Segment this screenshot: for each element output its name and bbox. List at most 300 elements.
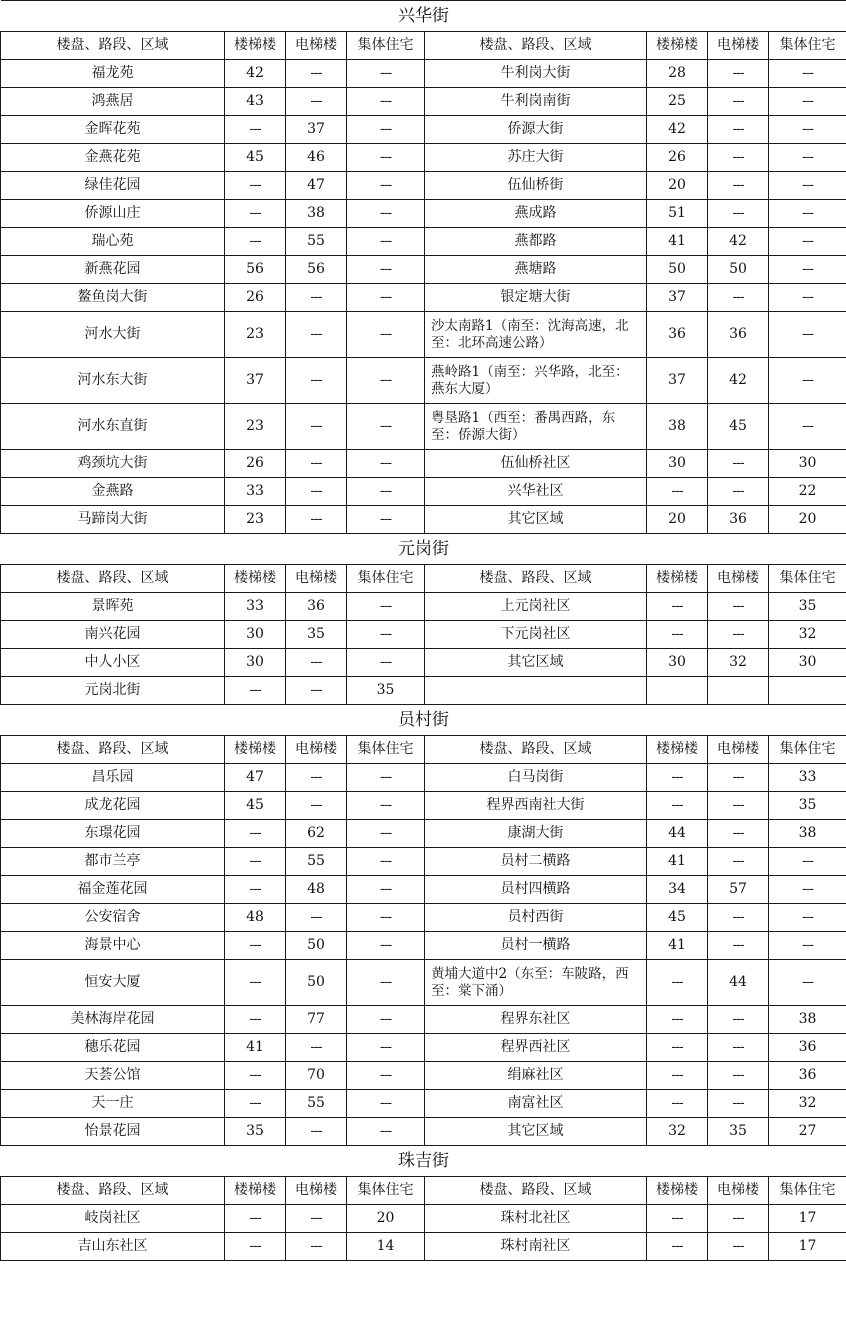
- rent-value-cell: 38: [769, 1006, 846, 1034]
- rent-value-cell: 42: [708, 228, 769, 256]
- rent-value-cell: ---: [347, 450, 425, 478]
- rent-value-cell: ---: [225, 820, 286, 848]
- rent-value-cell: 32: [647, 1118, 708, 1146]
- rent-value-cell: ---: [225, 848, 286, 876]
- column-header: 电梯楼: [286, 565, 347, 593]
- rent-value-cell: 36: [769, 1034, 846, 1062]
- column-header: 集体住宅: [769, 1177, 846, 1205]
- area-name-cell: 成龙花园: [1, 792, 225, 820]
- area-name-cell: 鸿燕居: [1, 88, 225, 116]
- section-title-row: [1, 1146, 846, 1177]
- rent-value-cell: 56: [286, 256, 347, 284]
- area-name-cell: 都市兰亭: [1, 848, 225, 876]
- column-header: 楼盘、路段、区域: [1, 565, 225, 593]
- section-title: 元岗街: [1, 534, 846, 565]
- rent-value-cell: ---: [347, 792, 425, 820]
- rent-value-cell: 35: [347, 677, 425, 705]
- rent-value-cell: 36: [769, 1062, 846, 1090]
- column-header: 电梯楼: [286, 1177, 347, 1205]
- area-name-cell: 河水东直街: [1, 404, 225, 450]
- section-title-row: [1, 1, 846, 32]
- column-header: 集体住宅: [347, 32, 425, 60]
- rent-value-cell: 45: [225, 792, 286, 820]
- rent-value-cell: ---: [647, 792, 708, 820]
- table-row: [1, 621, 846, 649]
- rent-value-cell: ---: [347, 358, 425, 404]
- rent-value-cell: 25: [647, 88, 708, 116]
- rent-value-cell: 23: [225, 506, 286, 534]
- area-name-cell: 新燕花园: [1, 256, 225, 284]
- area-name-cell: 珠村南社区: [425, 1233, 647, 1261]
- rent-value-cell: ---: [286, 312, 347, 358]
- area-name-cell: 景晖苑: [1, 593, 225, 621]
- rent-value-cell: ---: [769, 848, 846, 876]
- column-header: 集体住宅: [347, 565, 425, 593]
- area-name-cell: 马蹄岗大街: [1, 506, 225, 534]
- area-name-cell: 恒安大厦: [1, 960, 225, 1006]
- rent-value-cell: ---: [647, 1205, 708, 1233]
- table-row: [1, 1034, 846, 1062]
- rent-value-cell: ---: [647, 478, 708, 506]
- rent-value-cell: ---: [708, 172, 769, 200]
- rent-value-cell: ---: [647, 593, 708, 621]
- rent-value-cell: 37: [647, 358, 708, 404]
- rent-value-cell: ---: [286, 506, 347, 534]
- area-name-cell: 兴华社区: [425, 478, 647, 506]
- area-name-cell: 牛利岗南街: [425, 88, 647, 116]
- rent-value-cell: 26: [647, 144, 708, 172]
- rent-value-cell: 35: [225, 1118, 286, 1146]
- rent-value-cell: ---: [347, 932, 425, 960]
- table-row: [1, 904, 846, 932]
- rent-value-cell: ---: [225, 960, 286, 1006]
- area-name-cell: 牛利岗大街: [425, 60, 647, 88]
- rent-value-cell: ---: [347, 404, 425, 450]
- rent-value-cell: 42: [647, 116, 708, 144]
- header-row: [1, 1177, 846, 1205]
- area-name-cell: 侨源山庄: [1, 200, 225, 228]
- rent-value-cell: ---: [708, 593, 769, 621]
- rent-value-cell: 50: [286, 960, 347, 1006]
- table-row: [1, 848, 846, 876]
- rent-value-cell: ---: [347, 88, 425, 116]
- rent-value-cell: ---: [769, 228, 846, 256]
- rent-value-cell: 38: [647, 404, 708, 450]
- area-name-cell: 中人小区: [1, 649, 225, 677]
- rent-value-cell: ---: [769, 172, 846, 200]
- table-row: [1, 144, 846, 172]
- area-name-cell: 伍仙桥社区: [425, 450, 647, 478]
- rent-value-cell: ---: [286, 284, 347, 312]
- rent-value-cell: 50: [708, 256, 769, 284]
- column-header: 集体住宅: [347, 736, 425, 764]
- area-name-cell: 穗乐花园: [1, 1034, 225, 1062]
- rent-value-cell: ---: [769, 960, 846, 1006]
- rent-value-cell: ---: [225, 200, 286, 228]
- table-row: [1, 649, 846, 677]
- rent-value-cell: ---: [708, 1006, 769, 1034]
- rent-value-cell: ---: [708, 1205, 769, 1233]
- rent-value-cell: 37: [647, 284, 708, 312]
- column-header: 楼梯楼: [647, 32, 708, 60]
- rent-value-cell: 62: [286, 820, 347, 848]
- column-header: 楼梯楼: [647, 736, 708, 764]
- column-header: 电梯楼: [708, 1177, 769, 1205]
- area-name-cell: 侨源大街: [425, 116, 647, 144]
- rent-value-cell: ---: [769, 60, 846, 88]
- rent-value-cell: 32: [708, 649, 769, 677]
- rent-value-cell: ---: [647, 960, 708, 1006]
- area-name-cell: 燕岭路1（南至：兴华路，北至：燕东大厦）: [425, 358, 647, 404]
- rent-value-cell: ---: [708, 848, 769, 876]
- table-body: [1, 1, 846, 1261]
- rent-value-cell: ---: [347, 904, 425, 932]
- rent-value-cell: ---: [347, 960, 425, 1006]
- table-row: [1, 172, 846, 200]
- rent-value-cell: 33: [225, 478, 286, 506]
- rent-value-cell: ---: [647, 1233, 708, 1261]
- column-header: 楼梯楼: [225, 32, 286, 60]
- rent-value-cell: 35: [769, 593, 846, 621]
- rent-value-cell: ---: [347, 60, 425, 88]
- area-name-cell: 员村二横路: [425, 848, 647, 876]
- rent-value-cell: ---: [286, 792, 347, 820]
- rent-value-cell: 57: [708, 876, 769, 904]
- rent-value-cell: 38: [769, 820, 846, 848]
- rent-value-cell: 41: [647, 932, 708, 960]
- rent-value-cell: ---: [769, 144, 846, 172]
- column-header: 电梯楼: [708, 565, 769, 593]
- area-name-cell: 福龙苑: [1, 60, 225, 88]
- rent-value-cell: 36: [708, 506, 769, 534]
- rent-value-cell: 30: [225, 649, 286, 677]
- table-row: [1, 1006, 846, 1034]
- area-name-cell: 银定塘大街: [425, 284, 647, 312]
- header-row: [1, 736, 846, 764]
- rent-value-cell: ---: [708, 1034, 769, 1062]
- table-row: [1, 932, 846, 960]
- rent-value-cell: 22: [769, 478, 846, 506]
- rent-value-cell: 14: [347, 1233, 425, 1261]
- rent-value-cell: ---: [347, 1062, 425, 1090]
- rent-value-cell: ---: [708, 621, 769, 649]
- rent-value-cell: ---: [347, 200, 425, 228]
- rent-value-cell: ---: [347, 478, 425, 506]
- rent-value-cell: 42: [708, 358, 769, 404]
- rent-value-cell: ---: [769, 256, 846, 284]
- rent-value-cell: ---: [769, 404, 846, 450]
- table-row: [1, 60, 846, 88]
- rent-value-cell: ---: [647, 1090, 708, 1118]
- rent-value-cell: 77: [286, 1006, 347, 1034]
- column-header: 电梯楼: [286, 32, 347, 60]
- rent-value-cell: ---: [708, 200, 769, 228]
- rent-value-cell: ---: [286, 60, 347, 88]
- rent-value-cell: 36: [286, 593, 347, 621]
- table-row: [1, 478, 846, 506]
- area-name-cell: 鸡颈坑大街: [1, 450, 225, 478]
- rent-value-cell: 48: [286, 876, 347, 904]
- area-name-cell: 南兴花园: [1, 621, 225, 649]
- rent-value-cell: 23: [225, 404, 286, 450]
- rent-value-cell: ---: [286, 764, 347, 792]
- area-name-cell: 下元岗社区: [425, 621, 647, 649]
- area-name-cell: 绢麻社区: [425, 1062, 647, 1090]
- rent-value-cell: 23: [225, 312, 286, 358]
- rent-value-cell: 43: [225, 88, 286, 116]
- table-row: [1, 88, 846, 116]
- rent-value-cell: ---: [286, 904, 347, 932]
- rent-value-cell: ---: [286, 649, 347, 677]
- rent-value-cell: ---: [347, 621, 425, 649]
- rent-value-cell: ---: [647, 764, 708, 792]
- area-name-cell: 金燕路: [1, 478, 225, 506]
- rent-value-cell: ---: [347, 848, 425, 876]
- rent-value-cell: ---: [708, 792, 769, 820]
- rent-value-cell: ---: [769, 200, 846, 228]
- column-header: 电梯楼: [708, 32, 769, 60]
- section-title-row: [1, 534, 846, 565]
- rent-value-cell: 33: [225, 593, 286, 621]
- rent-value-cell: 30: [647, 649, 708, 677]
- rent-value-cell: ---: [347, 649, 425, 677]
- rent-value-cell: ---: [769, 284, 846, 312]
- area-name-cell: 公安宿舍: [1, 904, 225, 932]
- rent-value-cell: ---: [708, 88, 769, 116]
- column-header: 楼梯楼: [225, 565, 286, 593]
- area-name-cell: 昌乐园: [1, 764, 225, 792]
- rent-value-cell: ---: [225, 228, 286, 256]
- area-name-cell: 天一庄: [1, 1090, 225, 1118]
- area-name-cell: 海景中心: [1, 932, 225, 960]
- rent-value-cell: ---: [286, 478, 347, 506]
- area-name-cell: 程界西南社大街: [425, 792, 647, 820]
- rent-value-cell: 36: [647, 312, 708, 358]
- rent-value-cell: 37: [286, 116, 347, 144]
- rent-value-cell: ---: [708, 820, 769, 848]
- column-header: 电梯楼: [708, 736, 769, 764]
- rent-value-cell: ---: [647, 1062, 708, 1090]
- rent-value-cell: ---: [225, 677, 286, 705]
- table-row: [1, 284, 846, 312]
- rent-value-cell: 30: [769, 649, 846, 677]
- area-name-cell: 绿佳花园: [1, 172, 225, 200]
- table-row: [1, 820, 846, 848]
- area-name-cell: 河水大街: [1, 312, 225, 358]
- rent-value-cell: ---: [647, 1034, 708, 1062]
- rent-value-cell: ---: [347, 256, 425, 284]
- rent-value-cell: 38: [286, 200, 347, 228]
- rent-value-cell: ---: [286, 358, 347, 404]
- rent-value-cell: 17: [769, 1233, 846, 1261]
- rent-value-cell: ---: [708, 1233, 769, 1261]
- column-header: 楼盘、路段、区域: [425, 32, 647, 60]
- area-name-cell: 怡景花园: [1, 1118, 225, 1146]
- rent-value-cell: ---: [769, 876, 846, 904]
- rent-value-cell: 20: [647, 172, 708, 200]
- table-row: [1, 358, 846, 404]
- area-name-cell: 白马岗街: [425, 764, 647, 792]
- column-header: 楼盘、路段、区域: [425, 1177, 647, 1205]
- table-row: [1, 1062, 846, 1090]
- rent-value-cell: 37: [225, 358, 286, 404]
- rent-value-cell: 26: [225, 284, 286, 312]
- rent-value-cell: ---: [708, 60, 769, 88]
- table-row: [1, 116, 846, 144]
- area-name-cell: 苏庄大街: [425, 144, 647, 172]
- column-header: 集体住宅: [769, 32, 846, 60]
- area-name-cell: 河水东大街: [1, 358, 225, 404]
- rent-value-cell: ---: [347, 312, 425, 358]
- area-name-cell: 金燕花苑: [1, 144, 225, 172]
- rent-value-cell: ---: [347, 593, 425, 621]
- rent-value-cell: 44: [708, 960, 769, 1006]
- rent-value-cell: 45: [647, 904, 708, 932]
- rent-value-cell: ---: [708, 284, 769, 312]
- rent-value-cell: ---: [286, 88, 347, 116]
- rent-value-cell: 36: [708, 312, 769, 358]
- column-header: 楼梯楼: [647, 565, 708, 593]
- rent-value-cell: ---: [708, 1090, 769, 1118]
- rent-value-cell: 47: [225, 764, 286, 792]
- header-row: [1, 565, 846, 593]
- rent-value-cell: ---: [347, 1118, 425, 1146]
- table-row: [1, 593, 846, 621]
- rent-value-cell: 45: [708, 404, 769, 450]
- area-name-cell: 鳌鱼岗大街: [1, 284, 225, 312]
- table-row: [1, 1205, 846, 1233]
- column-header: 楼梯楼: [225, 736, 286, 764]
- rent-value-cell: ---: [225, 116, 286, 144]
- column-header: 楼梯楼: [647, 1177, 708, 1205]
- table-row: [1, 792, 846, 820]
- rent-value-cell: 33: [769, 764, 846, 792]
- rent-value-cell: 32: [769, 1090, 846, 1118]
- table-row: [1, 1233, 846, 1261]
- column-header: 楼盘、路段、区域: [1, 1177, 225, 1205]
- area-name-cell: 吉山东社区: [1, 1233, 225, 1261]
- area-name-cell: 瑞心苑: [1, 228, 225, 256]
- rent-value-cell: 48: [225, 904, 286, 932]
- rent-value-cell: 42: [225, 60, 286, 88]
- rent-value-cell: ---: [347, 764, 425, 792]
- rent-value-cell: ---: [347, 172, 425, 200]
- rent-value-cell: ---: [225, 1233, 286, 1261]
- column-header: 楼盘、路段、区域: [1, 32, 225, 60]
- area-name-cell: 福金莲花园: [1, 876, 225, 904]
- rent-value-cell: 56: [225, 256, 286, 284]
- table-row: [1, 764, 846, 792]
- area-name-cell: 程界东社区: [425, 1006, 647, 1034]
- rent-value-cell: ---: [286, 1118, 347, 1146]
- area-name-cell: 上元岗社区: [425, 593, 647, 621]
- rent-value-cell: ---: [708, 932, 769, 960]
- rent-value-cell: ---: [347, 228, 425, 256]
- area-name-cell: 粤垦路1（西至：番禺西路，东至：侨源大街）: [425, 404, 647, 450]
- area-name-cell: 金晖花苑: [1, 116, 225, 144]
- rent-value-cell: ---: [347, 1090, 425, 1118]
- rent-value-cell: 30: [647, 450, 708, 478]
- table-row: [1, 1090, 846, 1118]
- rent-value-cell: 35: [286, 621, 347, 649]
- rent-value-cell: ---: [347, 506, 425, 534]
- rent-value-cell: ---: [286, 677, 347, 705]
- rent-value-cell: ---: [708, 116, 769, 144]
- area-name-cell: 康湖大街: [425, 820, 647, 848]
- rent-value-cell: 46: [286, 144, 347, 172]
- area-name-cell: 燕塘路: [425, 256, 647, 284]
- section-title: 兴华街: [1, 1, 846, 32]
- area-name-cell: 岐岗社区: [1, 1205, 225, 1233]
- table-row: [1, 228, 846, 256]
- column-header: 集体住宅: [347, 1177, 425, 1205]
- table-row: [1, 450, 846, 478]
- rent-value-cell: [769, 677, 846, 705]
- column-header: 集体住宅: [769, 736, 846, 764]
- table-row: [1, 677, 846, 705]
- rent-value-cell: ---: [647, 1006, 708, 1034]
- table-row: [1, 1118, 846, 1146]
- rent-value-cell: ---: [286, 404, 347, 450]
- area-name-cell: 沙太南路1（南至：沈海高速，北至：北环高速公路）: [425, 312, 647, 358]
- rent-value-cell: ---: [647, 621, 708, 649]
- area-name-cell: 元岗北街: [1, 677, 225, 705]
- rent-value-cell: 51: [647, 200, 708, 228]
- area-name-cell: 伍仙桥街: [425, 172, 647, 200]
- rent-value-cell: ---: [225, 876, 286, 904]
- rent-value-cell: ---: [286, 1233, 347, 1261]
- rent-value-cell: 20: [347, 1205, 425, 1233]
- area-name-cell: [425, 677, 647, 705]
- rent-value-cell: 26: [225, 450, 286, 478]
- section-title: 珠吉街: [1, 1146, 846, 1177]
- table-row: [1, 312, 846, 358]
- rent-value-cell: 30: [769, 450, 846, 478]
- rent-value-cell: ---: [708, 144, 769, 172]
- area-name-cell: 美林海岸花园: [1, 1006, 225, 1034]
- rent-value-cell: 34: [647, 876, 708, 904]
- rent-value-cell: 35: [769, 792, 846, 820]
- area-name-cell: 程界西社区: [425, 1034, 647, 1062]
- rent-value-cell: 20: [769, 506, 846, 534]
- area-name-cell: 珠村北社区: [425, 1205, 647, 1233]
- rent-value-cell: ---: [347, 284, 425, 312]
- rent-value-cell: ---: [225, 1090, 286, 1118]
- rent-value-cell: ---: [347, 1006, 425, 1034]
- section-title: 员村街: [1, 705, 846, 736]
- column-header: 楼盘、路段、区域: [1, 736, 225, 764]
- rent-value-cell: [647, 677, 708, 705]
- rent-value-cell: ---: [708, 450, 769, 478]
- area-name-cell: 员村西街: [425, 904, 647, 932]
- rent-value-cell: 41: [647, 228, 708, 256]
- column-header: 楼盘、路段、区域: [425, 736, 647, 764]
- area-name-cell: 燕成路: [425, 200, 647, 228]
- area-name-cell: 其它区域: [425, 506, 647, 534]
- rent-value-cell: [708, 677, 769, 705]
- rent-value-cell: 47: [286, 172, 347, 200]
- header-row: [1, 32, 846, 60]
- rent-value-cell: ---: [347, 116, 425, 144]
- rent-value-cell: ---: [708, 904, 769, 932]
- area-name-cell: 员村四横路: [425, 876, 647, 904]
- rent-value-cell: 70: [286, 1062, 347, 1090]
- rent-value-cell: 50: [286, 932, 347, 960]
- column-header: 楼梯楼: [225, 1177, 286, 1205]
- rent-value-cell: ---: [708, 764, 769, 792]
- rent-value-cell: 32: [769, 621, 846, 649]
- rent-value-cell: ---: [708, 478, 769, 506]
